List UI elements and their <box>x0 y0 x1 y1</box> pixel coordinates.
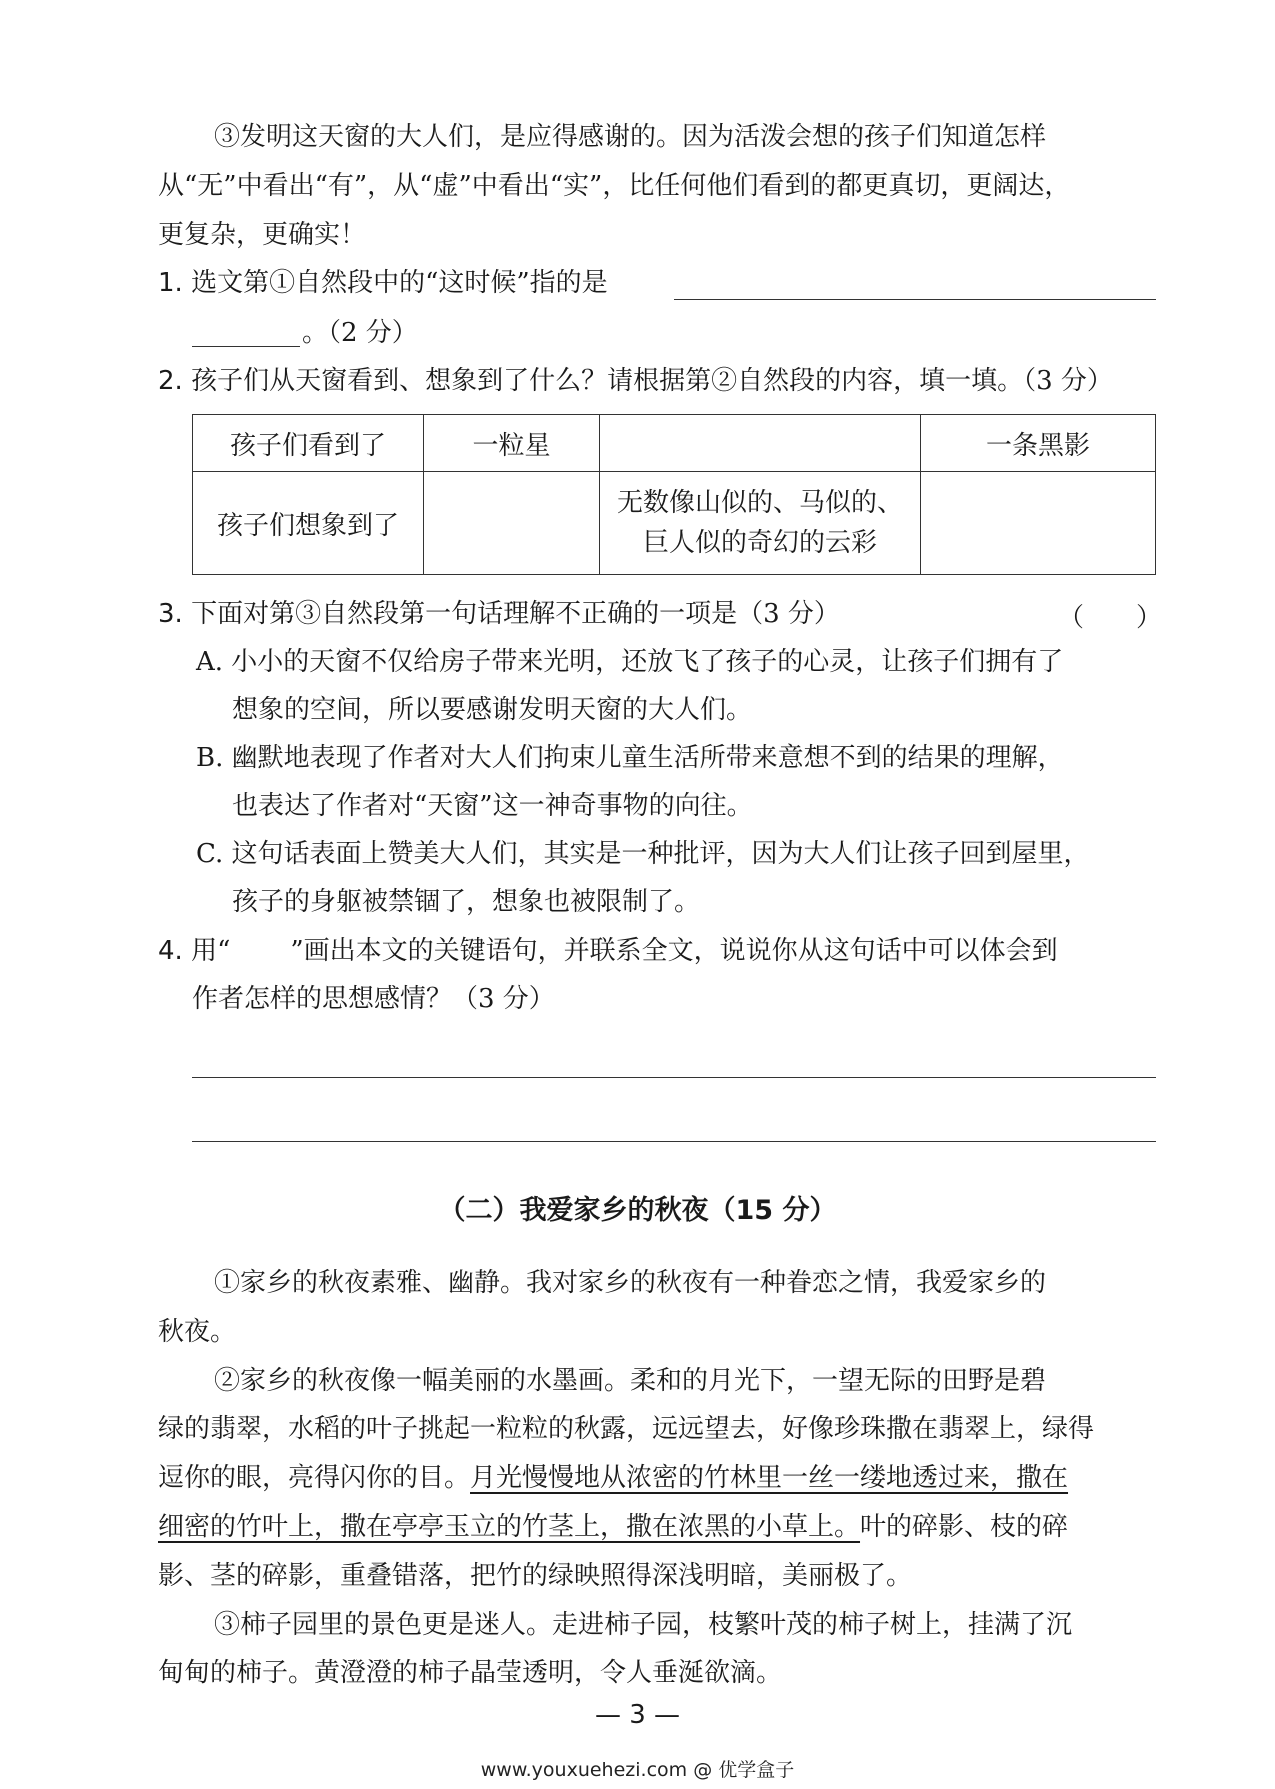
footer-watermark: www.youxuehezi.com @ 优学盒子 <box>480 1759 795 1781</box>
question-1-text: 选文第①自然段中的“这时候”指的是 <box>191 268 608 298</box>
question-3-number: 3. <box>158 599 183 629</box>
option-b-line1: B. 幽默地表现了作者对大人们拘束儿童生活所带来意想不到的结果的理解， <box>196 743 1064 773</box>
passage2-p2-line3 <box>158 1461 1068 1495</box>
passage2-p1-line2: 秋夜。 <box>158 1317 237 1347</box>
wavy-underline-mark <box>230 934 290 968</box>
passage2-p1-line1: ①家乡的秋夜素雅、幽静。我对家乡的秋夜有一种眷恋之情，我爱家乡的 <box>214 1268 1047 1298</box>
passage2-p2-line4-plain: 叶的碎影、枝的碎 <box>860 1512 1069 1542</box>
question-2-number: 2. <box>158 366 183 396</box>
question-1 <box>158 266 608 300</box>
option-b-line2: 也表达了作者对“天窗”这一神奇事物的向往。 <box>232 791 753 821</box>
table-cell-imagined-1-blank[interactable] <box>424 472 600 575</box>
question-4-post: ”画出本文的关键语句，并联系全文，说说你从这句话中可以体会到 <box>290 936 1058 966</box>
table-row-imagined <box>193 472 1156 575</box>
passage1-p3-line2: 从“无”中看出“有”，从“虚”中看出“实”，比任何他们看到的都更真切，更阔达， <box>158 171 1071 201</box>
option-a-line2: 想象的空间，所以要感谢发明天窗的大人们。 <box>232 695 753 725</box>
question-1-answer-blank-2[interactable] <box>192 346 300 347</box>
option-c-line2: 孩子的身躯被禁锢了，想象也被限制了。 <box>232 887 701 917</box>
question-4 <box>158 934 1058 968</box>
table-cell-saw-1: 一粒星 <box>424 415 600 472</box>
question-4-pre: 用“ <box>191 936 231 966</box>
passage2-key-sentence-part2: 细密的竹叶上，撒在亭亭玉立的竹茎上，撒在浓黑的小草上。 <box>158 1512 861 1542</box>
passage2-p3-line1: ③柿子园里的景色更是迷人。走进柿子园，枝繁叶茂的柿子树上，挂满了沉 <box>214 1610 1073 1640</box>
passage1-p3-line3: 更复杂，更确实！ <box>158 220 367 250</box>
fill-in-table <box>192 414 1156 575</box>
table-cell-imagined-3-blank[interactable] <box>921 472 1156 575</box>
question-3 <box>158 597 840 631</box>
option-c-line1: C. 这句话表面上赞美大人们，其实是一种批评，因为大人们让孩子回到屋里， <box>196 839 1090 869</box>
question-3-text: 下面对第③自然段第一句话理解不正确的一项是（3 分） <box>191 599 840 629</box>
table-cell-saw-2-blank[interactable] <box>600 415 921 472</box>
passage2-key-sentence-part1: 月光慢慢地从浓密的竹林里一丝一缕地透过来，撒在 <box>470 1463 1069 1493</box>
table-cell-imagined-label: 孩子们想象到了 <box>193 472 424 575</box>
option-a-line1: A. 小小的天窗不仅给房子带来光明，还放飞了孩子的心灵，让孩子们拥有了 <box>196 647 1064 677</box>
table-cell-saw-label: 孩子们看到了 <box>193 415 424 472</box>
question-2 <box>158 364 1113 398</box>
passage2-p2-line4 <box>158 1510 1068 1544</box>
page-number: — 3 — <box>594 1700 681 1730</box>
table-cell-imagined-2-line1: 无数像山似的、马似的、 <box>616 488 903 518</box>
table-cell-imagined-2-line2: 巨人似的奇幻的云彩 <box>642 528 877 558</box>
passage1-p3-line1: ③发明这天窗的大人们，是应得感谢的。因为活泼会想的孩子们知道怎样 <box>214 122 1047 152</box>
question-4-answer-line-2[interactable] <box>192 1141 1156 1142</box>
question-4-answer-line-1[interactable] <box>192 1077 1156 1078</box>
table-cell-saw-3: 一条黑影 <box>921 415 1156 472</box>
passage2-p2-line1: ②家乡的秋夜像一幅美丽的水墨画。柔和的月光下，一望无际的田野是碧 <box>214 1366 1047 1396</box>
passage2-p2-line3-plain: 逗你的眼，亮得闪你的目。 <box>158 1463 471 1493</box>
question-1-number: 1. <box>158 268 183 298</box>
passage2-title: （二）我爱家乡的秋夜（15 分） <box>438 1195 837 1226</box>
question-4-number: 4. <box>158 936 183 966</box>
passage2-p3-line2: 甸甸的柿子。黄澄澄的柿子晶莹透明，令人垂涎欲滴。 <box>158 1658 783 1688</box>
question-2-text: 孩子们从天窗看到、想象到了什么？请根据第②自然段的内容，填一填。（3 分） <box>191 366 1113 396</box>
question-3-answer-parentheses[interactable]: （ ） <box>1058 603 1163 633</box>
question-4-line2: 作者怎样的思想感情？（3 分） <box>192 984 555 1014</box>
question-1-answer-blank-1[interactable] <box>674 299 1156 300</box>
table-cell-imagined-2 <box>600 472 921 575</box>
table-row-saw <box>193 415 1156 472</box>
passage2-p2-line2: 绿的翡翠，水稻的叶子挑起一粒粒的秋露，远远望去，好像珍珠撒在翡翠上，绿得 <box>158 1414 1095 1444</box>
question-1-score: 。（2 分） <box>302 318 418 348</box>
passage2-p2-line5: 影、茎的碎影，重叠错落，把竹的绿映照得深浅明暗，美丽极了。 <box>158 1561 913 1591</box>
